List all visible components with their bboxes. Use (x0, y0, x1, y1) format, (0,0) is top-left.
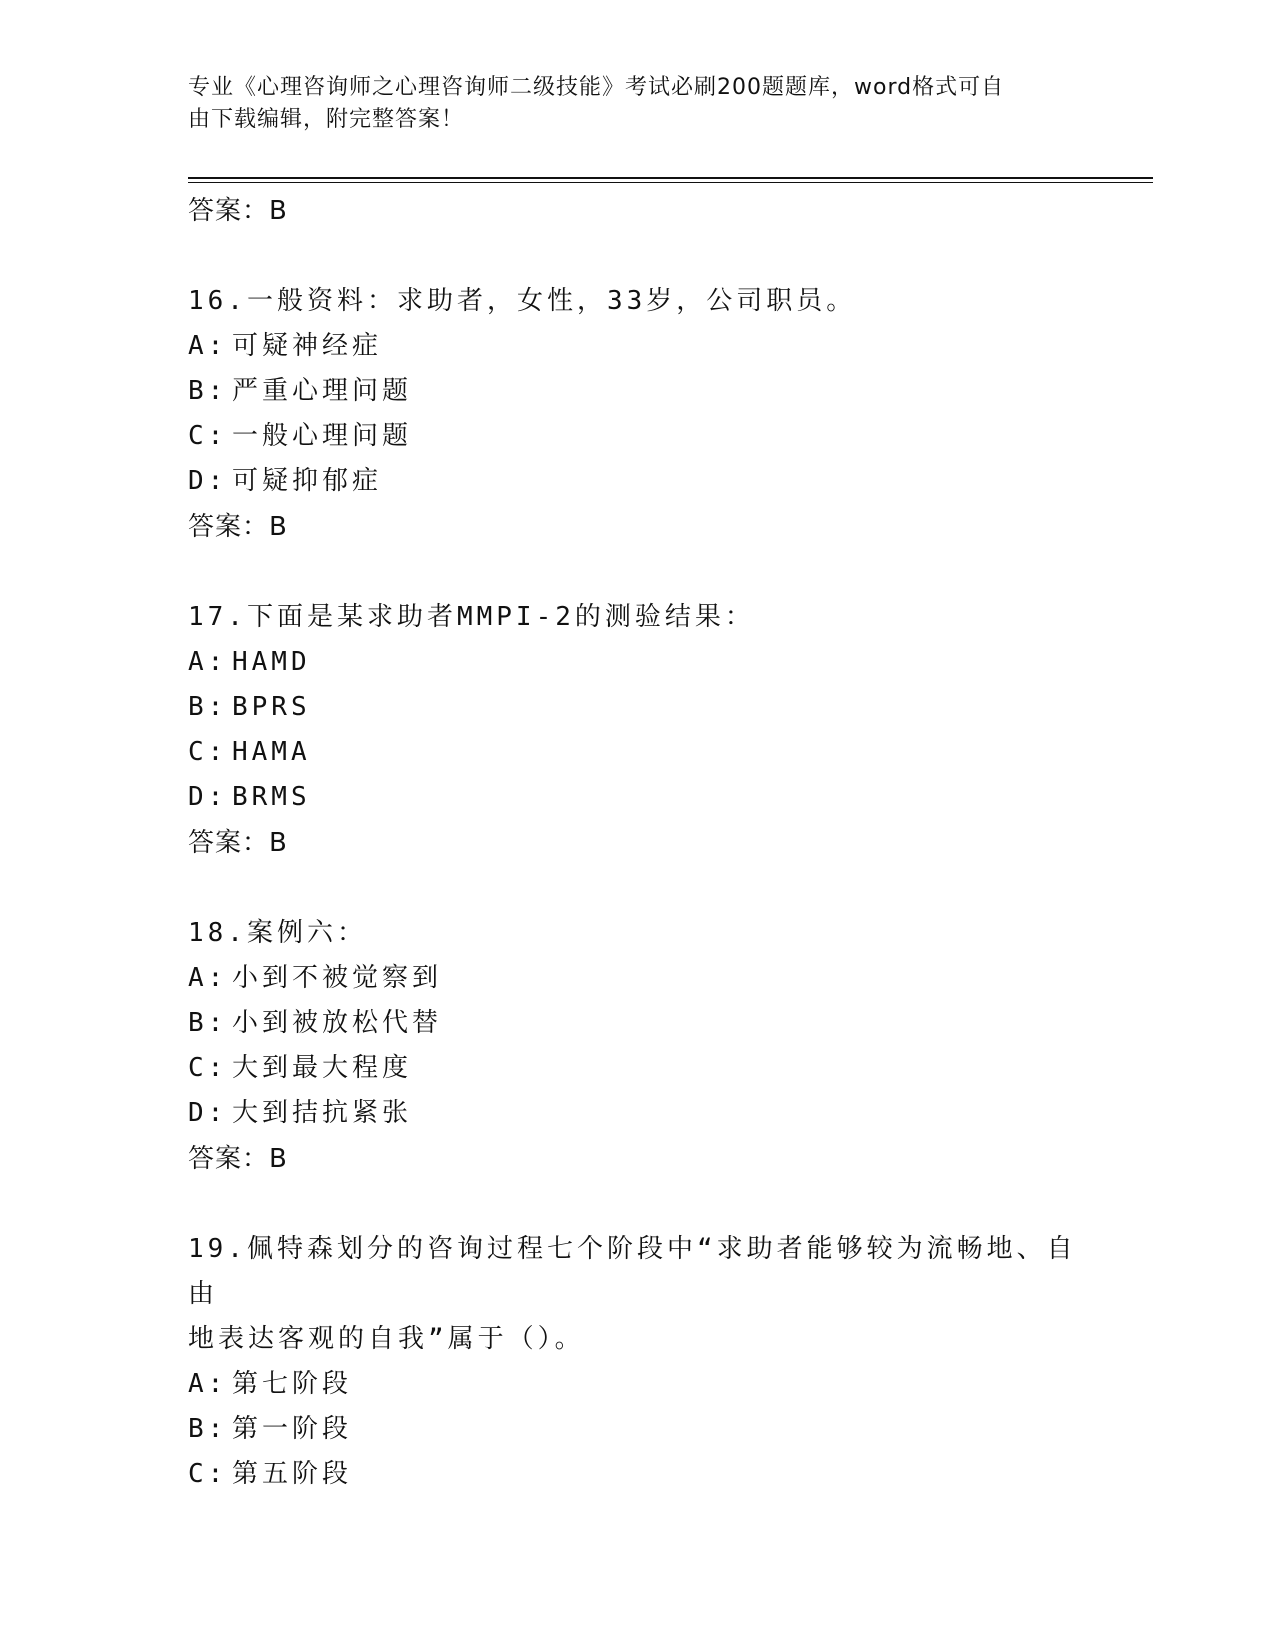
option-text: BPRS (232, 692, 311, 722)
option-text: BRMS (232, 782, 311, 812)
header-divider-thick (188, 177, 1153, 179)
option-key: A: (188, 1369, 228, 1399)
option-text: HAMA (232, 737, 311, 767)
option-key: D: (188, 782, 228, 812)
header-divider-thin (188, 182, 1153, 183)
option-key: A: (188, 963, 228, 993)
question-spacer (188, 866, 1088, 911)
answer-option (188, 324, 1088, 369)
question-text: 19.佩特森划分的咨询过程七个阶段中“求助者能够较为流畅地、自由 (188, 1234, 1077, 1309)
header-line-1: 专业《心理咨询师之心理咨询师二级技能》考试必刷200题题库，word格式可自 (188, 75, 1005, 100)
answer-option (188, 1001, 1088, 1046)
option-text: 第五阶段 (232, 1459, 353, 1489)
answer-option (188, 369, 1088, 414)
option-key: A: (188, 331, 228, 361)
option-text: 严重心理问题 (232, 376, 413, 406)
option-key: C: (188, 1459, 228, 1489)
option-text: 小到被放松代替 (232, 1008, 443, 1038)
answer-line: 答案：B (188, 828, 288, 858)
question-block (188, 1227, 1088, 1497)
answer-option (188, 1046, 1088, 1091)
option-text: 第一阶段 (232, 1414, 353, 1444)
question-text: 地表达客观的自我”属于（）。 (188, 1324, 585, 1354)
answer-option (188, 414, 1088, 459)
question-block (188, 911, 1088, 1182)
option-key: B: (188, 1414, 228, 1444)
answer-option (188, 775, 1088, 820)
option-key: D: (188, 1098, 228, 1128)
document-header (188, 72, 1088, 136)
answer-option (188, 1407, 1088, 1452)
option-text: 大到最大程度 (232, 1053, 413, 1083)
option-text: 小到不被觉察到 (232, 963, 443, 993)
answer-option (188, 685, 1088, 730)
answer-option (188, 640, 1088, 685)
header-line-2: 由下载编辑，附完整答案！ (188, 107, 465, 132)
option-key: C: (188, 1053, 228, 1083)
option-key: D: (188, 466, 228, 496)
option-key: B: (188, 692, 228, 722)
question-text: 16.一般资料：求助者，女性，33岁，公司职员。 (188, 286, 857, 316)
option-text: 可疑神经症 (232, 331, 383, 361)
option-text: 大到拮抗紧张 (232, 1098, 413, 1128)
answer-line: 答案：B (188, 196, 288, 226)
option-key: A: (188, 647, 228, 677)
option-key: C: (188, 421, 228, 451)
question-text: 18.案例六： (188, 918, 367, 948)
question-block (188, 279, 1088, 550)
option-text: HAMD (232, 647, 311, 677)
option-text: 第七阶段 (232, 1369, 353, 1399)
option-key: C: (188, 737, 228, 767)
answer-option (188, 1091, 1088, 1136)
option-key: B: (188, 376, 228, 406)
question-spacer (188, 550, 1088, 595)
answer-option (188, 1452, 1088, 1497)
answer-option (188, 730, 1088, 775)
question-spacer (188, 1182, 1088, 1227)
option-text: 可疑抑郁症 (232, 466, 383, 496)
question-spacer (188, 234, 1088, 279)
option-key: B: (188, 1008, 228, 1038)
question-text: 17.下面是某求助者MMPI-2的测验结果： (188, 602, 755, 632)
option-text: 一般心理问题 (232, 421, 413, 451)
answer-line: 答案：B (188, 1144, 288, 1174)
question-block (188, 595, 1088, 866)
question-list (188, 188, 1088, 1497)
answer-option (188, 459, 1088, 504)
answer-line: 答案：B (188, 512, 288, 542)
answer-option (188, 956, 1088, 1001)
answer-option (188, 1362, 1088, 1407)
